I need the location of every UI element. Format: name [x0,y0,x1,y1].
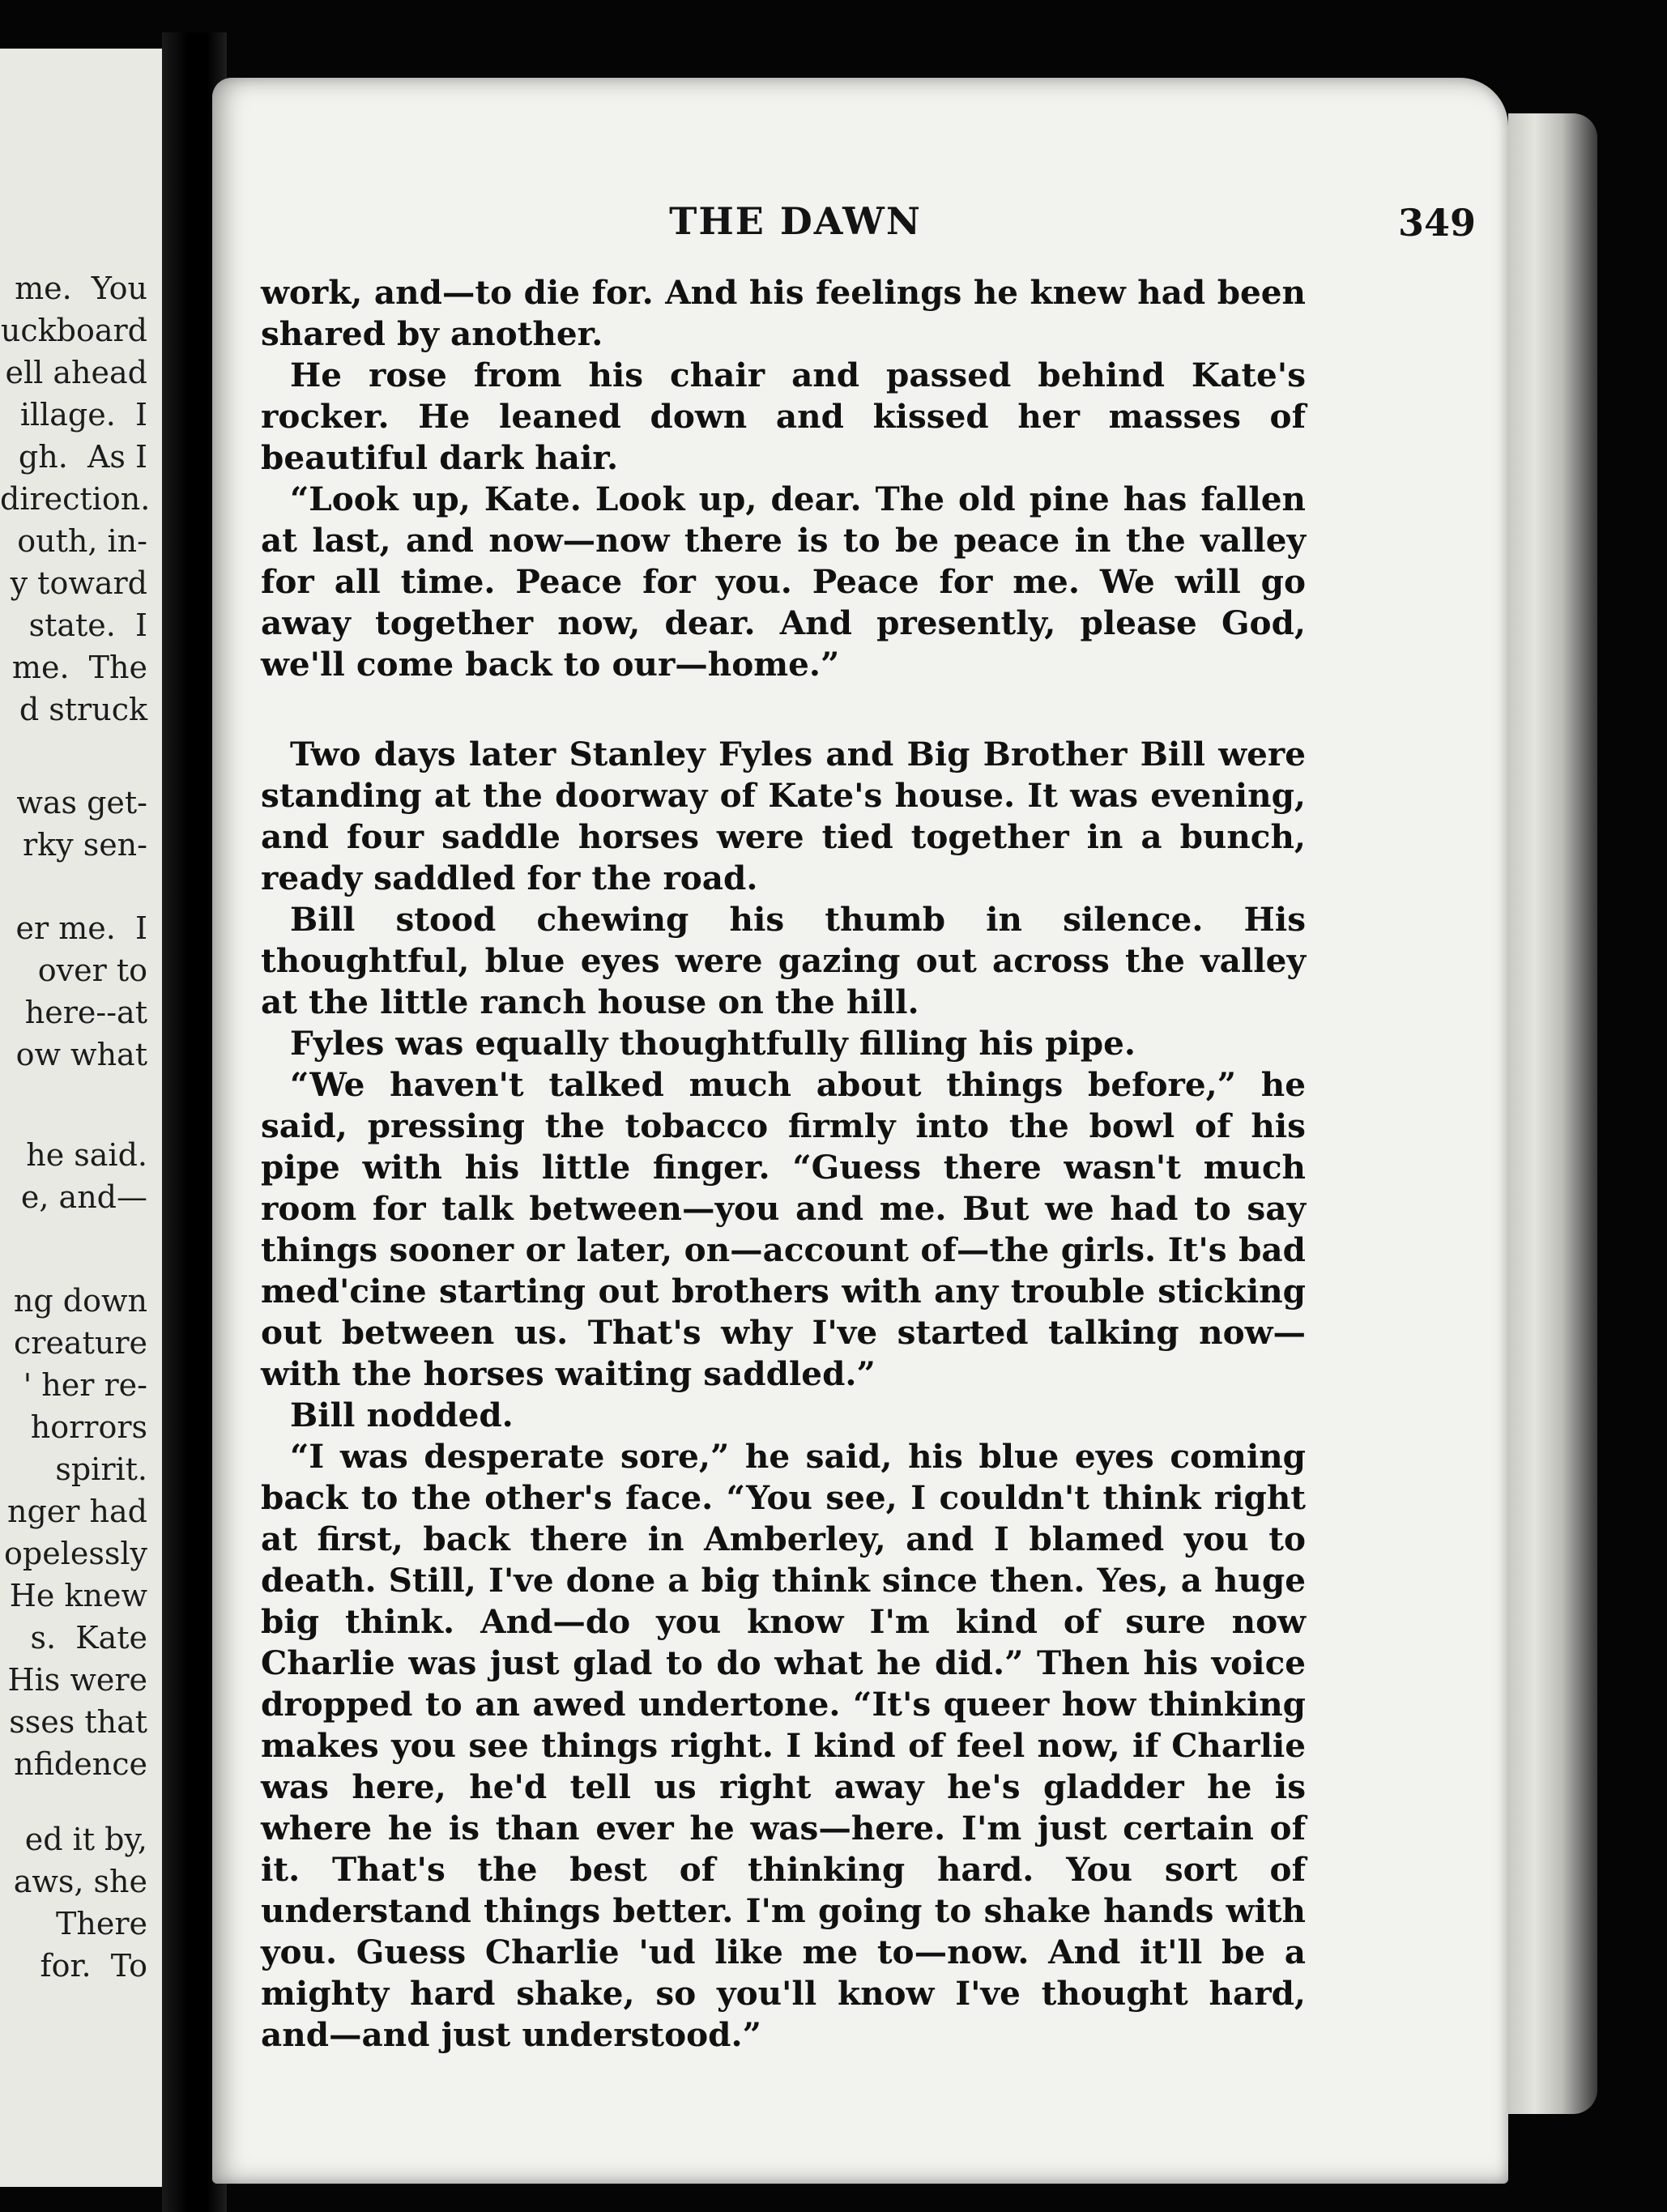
left-text-block-3 [0,907,147,1076]
left-page-line: ed it by, [24,1822,147,1857]
left-page-line: ' her re- [23,1367,147,1403]
left-page-line: illage. I [19,397,147,433]
left-page-line: outh, in- [17,523,147,559]
left-page-line: uckboard [0,313,147,348]
left-page-line: was get- [16,785,147,820]
paragraph: Fyles was equally thoughtfully filling his pipe. [290,1024,1136,1063]
left-page-line: y toward [10,565,147,601]
paragraph: “We haven't talked much about things before,” he said, pressing the tobacco firmly into the bowl of his pipe with his little finger. “Guess there wasn't much room for talk between—you and me. But we had to say things sooner or later, on—account of—the girls. It's bad med'cine starting out brothers with any trouble sticking out between us. That's why I've started talking now—with the horses waiting saddled.” [261,1065,1306,1393]
left-page-line: over to [37,953,147,988]
left-page-line: rky sen- [22,827,147,863]
left-page-line: he said. [26,1137,147,1173]
left-text-block-4 [0,1134,147,1218]
left-page-line: d struck [19,692,147,727]
left-page-line: ell ahead [5,355,147,390]
left-text-block-2 [0,782,147,866]
left-text-block-5 [0,1280,147,1785]
left-page-line: for. To [40,1948,147,1984]
left-page-line: gh. As I [18,439,147,475]
left-page-line: aws, she [13,1864,147,1899]
left-page-line: me. You [15,271,147,306]
paragraph: He rose from his chair and passed behind Kate's rocker. He leaned down and kissed her masses of beautiful dark hair. [261,356,1306,477]
left-page-line: spirit. [55,1451,147,1487]
left-page-line: opelessly [4,1536,147,1571]
page-number: 349 [1397,201,1476,245]
left-page-line: er me. I [15,910,147,946]
left-page-line: direction. [0,481,151,517]
left-page-line: There [56,1906,147,1941]
left-page-line: nfidence [14,1746,147,1782]
left-page-line: creature [14,1325,147,1361]
left-page-line: state. I [28,607,147,643]
left-page-line: He knew [9,1578,147,1613]
left-page-line: ng down [13,1283,147,1319]
left-page-line: horrors [30,1409,147,1445]
running-header [261,199,1524,256]
paragraph: Two days later Stanley Fyles and Big Brother Bill were standing at the doorway of Kate's house. It was evening, and four saddle horses were tied together in a bunch, ready saddled for the road. [261,735,1306,897]
paragraph: work, and—to die for. And his feelings he knew had been shared by another. [261,273,1306,353]
page-edge-stack [1508,113,1597,2114]
left-page-line: sses that [9,1704,147,1740]
running-title: THE DAWN [669,199,922,243]
paragraph: “Look up, Kate. Look up, dear. The old pine has fallen at last, and now—now there is to be peace in the valley for all time. Peace for you. Peace for me. We will go away together now, dear. And presently, please God, we'll come back to our—home.” [261,479,1306,684]
paragraph: “I was desperate sore,” he said, his blue eyes coming back to the other's face. “You see, I couldn't think right at first, back there in Amberley, and I blamed you to death. Still, I've done a big think since then. Yes, a huge big think. And—do you know I'm kind of sure now Charlie was just glad to do what he did.” Then his voice dropped to an awed undertone. “It's queer how thinking makes you see things right. I kind of feel now, if Charlie was here, he'd tell us right away he's gladder he is where he is than ever he was—here. I'm just certain of it. That's the best of thinking hard. You sort of understand things better. I'm going to shake hands with you. Guess Charlie 'ud like me to—now. And it'll be a mighty hard shake, so you'll know I've thought hard, and—and just understood.” [261,1437,1306,2054]
left-page-line: me. The [11,650,147,685]
left-page-line: s. Kate [30,1620,147,1656]
previous-page-fragment [0,49,162,2187]
left-page-line: here--at [24,995,147,1030]
left-page-line: His were [7,1662,147,1698]
left-page-line: e, and— [20,1179,147,1215]
left-text-block-1 [0,267,151,731]
left-text-block-6 [0,1818,147,1987]
left-page-line: nger had [7,1494,147,1529]
paragraph: Bill stood chewing his thumb in silence. His thoughtful, blue eyes were gazing out across the valley at the little ranch house on the hill. [261,900,1306,1021]
left-page-line: ow what [15,1037,147,1072]
page [212,78,1508,2184]
paragraph: Bill nodded. [290,1396,514,1434]
body-text [261,272,1306,2056]
